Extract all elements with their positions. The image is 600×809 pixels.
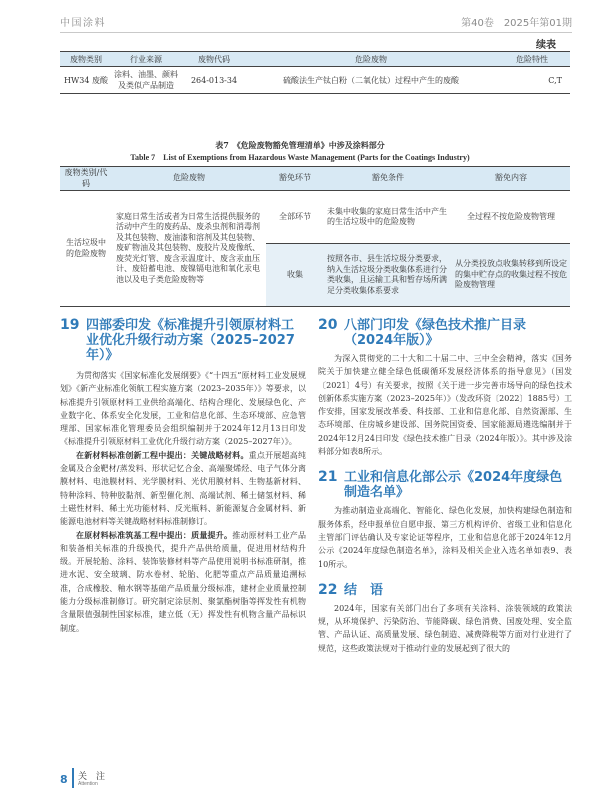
table-7-title-en: Table 7 List of Exemptions from Hazardous Waste Management (Parts for the Coatings Industry) [130,153,470,162]
section-19-body [60,369,306,635]
section-22-body [318,602,572,655]
section-19 [60,318,306,635]
section-19-heading [60,318,306,363]
section-21-heading [318,470,572,500]
page-number: 8 [60,773,68,786]
paragraph: 为推动制造业高端化、智能化、绿色化发展，加快构建绿色制造和服务体系，经申报单位自愿申报、第三方机构评价、省级工业和信息化主管部门评估确认及专家论证等程序，工业和信息化部于2024年12月公示《2024年度绿色制造名单》，涂料及相关企业入选名单如表9、表10所示。 [318,506,572,569]
col-header: 废物代码 [180,52,248,67]
col-header: 豁免条件 [324,167,452,191]
cell-stage: 收集 [266,244,324,307]
table-7 [60,166,570,307]
table-row [60,67,570,94]
section-20-body [318,352,572,458]
paragraph-lead: 在原材料标准筑基工程中提出：质量提升。 [76,529,233,540]
cell-category: HW34 废酸 [60,67,112,94]
cell-waste: 硫酸法生产钛白粉（二氧化钛）过程中产生的废酸 [248,67,494,94]
paragraph [60,449,306,529]
col-header: 危险特性 [494,52,570,67]
right-column [318,318,572,655]
cell-condition: 未集中收集的家庭日常生活中产生的生活垃圾中的危险废物 [324,191,452,244]
table-7-title: 表7 《危险废物豁免管理清单》中涉及涂料部分 [215,140,385,150]
col-header: 危险废物 [248,52,494,67]
section-title: 八部门印发《绿色技术推广目录（2024年版）》 [344,318,527,348]
cell-content: 全过程不按危险废物管理 [452,191,570,244]
table-row [60,191,570,244]
paragraph: 为贯彻落实《国家标准化发展纲要》《“十四五”原材料工业发展规划》《新产业标准化领航工程实施方案（2023–2035年）》等要求，以标准提升引领原材料工业供给高端化、结构合理化、发展绿色化、产业数字化、体系安全化发展，工业和信息化部、生态环境部、应急管理部、国家标准化管理委员会组织编制并于2024年12月13日印发《标准提升引领原材料工业优化升级行动方案（2025–2027年）》。 [60,371,306,447]
section-21-body [318,504,572,570]
paragraph-text: 推动原材料工业产品和装备相关标准的升级换代，提升产品供给质量，促进用材结构升级。开展轮胎、涂料、装饰装修材料等产品使用说明书标准研制，推进水泥、安全玻璃、防水卷材、轮胎、化肥等重点产品质量追溯标准，合成橡胶、釉水钢等基础产品质量分级标准，建材企业质量控制能力分级标准制修订。研究制定涂层剂、聚氯酯树脂等挥发性有机物含量限值强制性国家标准，建立低（无）挥发性有机物含量产品标识制度。 [60,530,307,633]
cell-content: 从分类投放点收集转移到所设定的集中贮存点的收集过程不按危险废物管理 [452,244,570,307]
continued-label: 续表 [536,40,556,51]
issue-info: 第40卷 2025年第01期 [461,18,572,29]
section-number: 22 [318,581,338,598]
cell-waste: 家庭日常生活或者为日常生活提供服务的活动中产生的废药品、废杀虫剂和消毒剂及其包装物、废油漆和溶剂及其包装物、废矿物油及其包装物、废胶片及废像纸、废荧光灯管、废含汞温度计、废含汞血压计、废铅蓄电池、废镍镉电池和氧化汞电池以及电子类危险废物等 [112,191,266,307]
cell-code: 264-013-34 [180,67,248,94]
section-title: 四部委印发《标准提升引领原材料工业优化升级行动方案（2025–2027年）》 [86,318,295,363]
col-header: 行业来源 [112,52,180,67]
section-number: 20 [318,317,338,333]
section-22-heading [318,583,572,598]
col-header: 废物类别 [60,52,112,67]
cell-stage: 全部环节 [266,191,324,244]
section-title: 结 语 [344,582,384,598]
table-header-row [60,52,570,67]
paragraph-lead: 在新材料标准创新工程中提出：关键战略材料。 [76,449,249,460]
table-header-row [60,167,570,191]
column-name-en: Attention [78,781,98,787]
cell-industry: 涂料、油墨、颜料及类似产品制造 [112,67,180,94]
col-header: 废物类别/代码 [60,167,112,191]
cell-condition: 按照各市、县生活垃圾分类要求，纳入生活垃圾分类收集体系进行分类收集，且运输工具和暂存场所满足分类收集体系要求 [324,244,452,307]
paragraph [60,529,306,635]
cell-hazard: C,T [494,67,570,94]
section-20-heading [318,318,572,348]
header-divider [60,32,572,33]
cell-category: 生活垃圾中的危险废物 [60,191,112,307]
paragraph: 2024年，国家有关部门出台了多项有关涂料、涂装领域的政策法规，从环境保护、污染防治、节能降碳、绿色消费、国废处理、安全监管、产品认证、高质量发展、绿色制造、减费降税等方面对行业进行了规范，这些政策法规对于推动行业的发展起到了很大的 [318,603,572,653]
col-header: 豁免内容 [452,167,570,191]
column-name: 关 注 [78,772,106,782]
section-number: 21 [318,469,338,486]
table-6-continued [60,51,570,94]
paragraph-text: 重点开展超高纯金属及合金靶材/蒸发料、形状记忆合金、高端聚烯烃、电子气体分离膜材料、电池膜材料、光学膜材料、光伏用膜材料、生物基新材料、特种涂料、特种胶黏剂、新型催化剂、高端试剂、稀土储氢材料、稀土磁性材料、稀土光功能材料、反光瓶料、新能源复合金属材料、新能源电池材料等关键战略材料标准制修订。 [60,450,307,527]
section-number: 19 [60,317,80,333]
section-title: 工业和信息化部公示《2024年度绿色制造名单》 [344,470,563,501]
col-header: 豁免环节 [266,167,324,191]
journal-name: 中国涂料 [60,18,106,29]
footer-divider [72,768,74,788]
paragraph: 为深入贯彻党的二十大和二十届二中、三中全会精神，落实《国务院关于加快建立健全绿色低碳循环发展经济体系的指导意见》（国发〔2021〕4号）有关要求，按照《关于进一步完善市场导向的绿色技术创新体系实施方案（2023–2025年）》（发改环资〔2022〕1885号）工作安排，国家发展改革委、科技部、工业和信息化部、自然资源部、生态环境部、住房城乡建设部、国务院国资委、国家能源局遴选编制并于2024年12月24日印发《绿色技术推广目录（2024年版）》。其中涉及涂料部分如表8所示。 [318,354,572,457]
col-header: 危险废物 [112,167,266,191]
